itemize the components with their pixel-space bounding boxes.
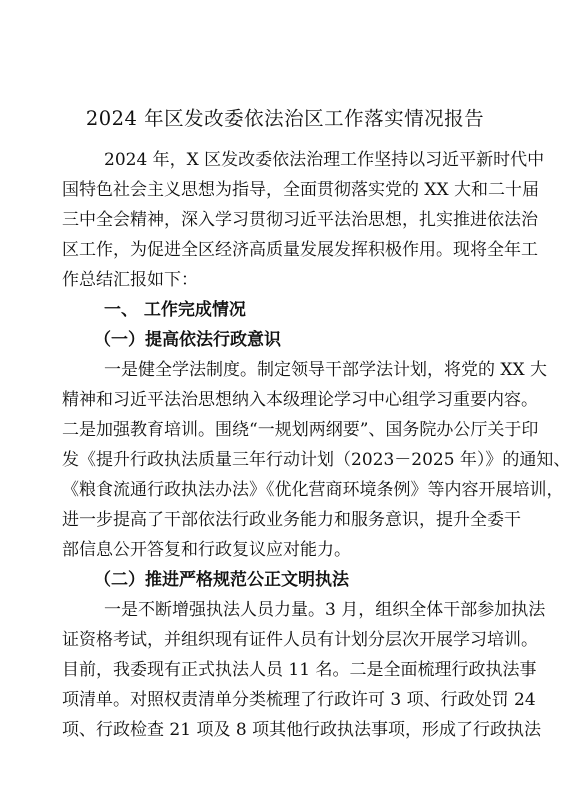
paragraph-line: 部信息公开答复和行政复议应对能力。 — [62, 540, 351, 560]
paragraph-line: 《粮食流通行政执法办法》《优化营商环境条例》等内容开展培训， — [62, 480, 564, 500]
paragraph-line: 一是不断增强执法人员力量。3 月，组织全体干部参加执法 — [104, 600, 546, 620]
paragraph-line: 证资格考试，并组织现有证件人员有计划分层次开展学习培训。 — [62, 630, 538, 650]
paragraph-line: 作总结汇报如下： — [62, 270, 198, 290]
subsection-heading: （二）推进严格规范公正文明执法 — [94, 570, 349, 590]
subsection-heading: （一）提高依法行政意识 — [94, 330, 281, 350]
paragraph-line: 精神和习近平法治思想纳入本级理论学习中心组学习重要内容。 — [62, 390, 538, 410]
paragraph-line: 三中全会精神，深入学习贯彻习近平法治思想，扎实推进依法治 — [62, 210, 538, 230]
paragraph-line: 一是健全学法制度。制定领导干部学法计划，将党的 XX 大 — [104, 360, 548, 380]
paragraph-line: 二是加强教育培训。围绕“一规划两纲要”、国务院办公厅关于印 — [62, 420, 539, 440]
paragraph-line: 项清单。对照权责清单分类梳理了行政许可 3 项、行政处罚 24 — [62, 690, 536, 710]
paragraph-line: 目前，我委现有正式执法人员 11 名。二是全面梳理行政执法事 — [62, 660, 537, 680]
document-title: 2024 年区发改委依法治区工作落实情况报告 — [85, 107, 485, 130]
section-heading: 一、 工作完成情况 — [104, 300, 246, 320]
paragraph-line: 区工作，为促进全区经济高质量发展发挥积极作用。现将全年工 — [62, 240, 538, 260]
paragraph-line: 2024 年，X 区发改委依法治理工作坚持以习近平新时代中 — [104, 150, 545, 170]
paragraph-line: 项、行政检查 21 项及 8 项其他行政执法事项，形成了行政执法 — [62, 720, 542, 740]
paragraph-line: 国特色社会主义思想为指导，全面贯彻落实党的 XX 大和二十届 — [62, 180, 540, 200]
paragraph-line: 发《提升行政执法质量三年行动计划（2023－2025 年）》的通知、 — [62, 450, 570, 470]
paragraph-line: 进一步提高了干部依法行政业务能力和服务意识，提升全委干 — [62, 510, 521, 530]
